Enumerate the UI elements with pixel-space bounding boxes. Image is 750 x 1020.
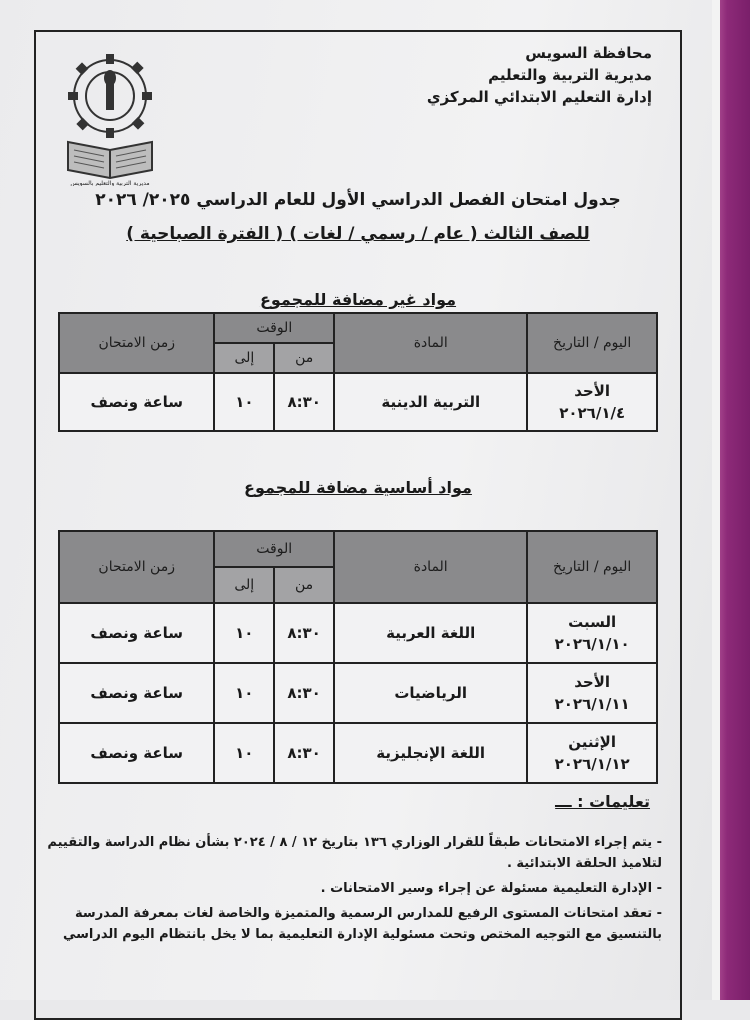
instruction-item: - الإدارة التعليمية مسئولة عن إجراء وسير الامتحانات . xyxy=(320,881,662,896)
duration-cell: ساعة ونصف xyxy=(59,663,214,723)
header-subject: المادة xyxy=(334,313,527,373)
duration-cell: ساعة ونصف xyxy=(59,373,214,431)
table-row xyxy=(59,373,657,431)
header-from: من xyxy=(274,343,334,373)
from-cell: ٨:٣٠ xyxy=(274,373,334,431)
header-to: إلى xyxy=(214,343,274,373)
from-cell: ٨:٣٠ xyxy=(274,723,334,783)
day-name: السبت xyxy=(568,613,617,631)
logo-caption: مديرية التربية والتعليم بالسويس xyxy=(70,180,150,186)
day-date-cell xyxy=(527,603,657,663)
added-subjects-table xyxy=(58,530,658,784)
section1-title: مواد غير مضافة للمجموع xyxy=(259,290,457,309)
day-name: الأحد xyxy=(574,673,611,691)
table-row xyxy=(59,663,657,723)
table-row xyxy=(59,723,657,783)
header-from: من xyxy=(274,567,334,603)
instruction-item: - تعقد امتحانات المستوى الرفيع للمدارس الرسمية والمتميزة والخاصة لغات بمعرفة المدرسة بالتنسيق مع التوجيه المختص وتحت مسئولية الإدارة التعليمية بما لا يخل بانتظام اليوم الدراسي xyxy=(63,906,662,942)
table-row xyxy=(59,603,657,663)
duration-cell: ساعة ونصف xyxy=(59,603,214,663)
day-name: الأحد xyxy=(574,382,611,400)
subject-cell: اللغة الإنجليزية xyxy=(334,723,527,783)
header-subject: المادة xyxy=(334,531,527,603)
header-to: إلى xyxy=(214,567,274,603)
to-cell: ١٠ xyxy=(214,663,274,723)
instructions-title: تعليمات : ـــ xyxy=(555,792,650,811)
exam-date: ٢٠٢٦/١/٤ xyxy=(559,404,626,422)
header-day-date: اليوم / التاريخ xyxy=(527,313,657,373)
issuer-header xyxy=(427,42,652,108)
day-date-cell xyxy=(527,373,657,431)
header-day-date: اليوم / التاريخ xyxy=(527,531,657,603)
section2-title: مواد أساسية مضافة للمجموع xyxy=(244,478,472,497)
directorate-logo xyxy=(60,46,160,186)
from-cell: ٨:٣٠ xyxy=(274,603,334,663)
duration-cell: ساعة ونصف xyxy=(59,723,214,783)
subject-cell: الرياضيات xyxy=(334,663,527,723)
subject-cell: اللغة العربية xyxy=(334,603,527,663)
administration-line: إدارة التعليم الابتدائي المركزي xyxy=(426,88,652,106)
day-date-cell xyxy=(527,723,657,783)
document-frame xyxy=(34,30,682,1020)
instructions-list xyxy=(46,832,662,949)
directorate-line: مديرية التربية والتعليم xyxy=(488,66,652,84)
schedule-subtitle: للصف الثالث ( عام / رسمي / لغات ) ( الفترة الصباحية ) xyxy=(126,224,590,244)
governorate-line: محافظة السويس xyxy=(525,44,652,62)
header-time: الوقت xyxy=(214,313,334,343)
day-date-cell xyxy=(527,663,657,723)
header-duration: زمن الامتحان xyxy=(59,531,214,603)
background-edge xyxy=(712,0,750,1000)
exam-date: ٢٠٢٦/١/١٢ xyxy=(554,755,630,773)
instruction-item: - يتم إجراء الامتحانات طبقاً للقرار الوزاري ١٣٦ بتاريخ ١٢ / ٨ / ٢٠٢٤ بشأن نظام الدراسة والتقييم لتلاميذ الحلقة الابتدائية . xyxy=(47,835,662,871)
to-cell: ١٠ xyxy=(214,373,274,431)
subject-cell: التربية الدينية xyxy=(334,373,527,431)
exam-date: ٢٠٢٦/١/١٠ xyxy=(554,635,630,653)
to-cell: ١٠ xyxy=(214,603,274,663)
from-cell: ٨:٣٠ xyxy=(274,663,334,723)
non-added-subjects-table xyxy=(58,312,658,432)
exam-date: ٢٠٢٦/١/١١ xyxy=(554,695,630,713)
header-time: الوقت xyxy=(214,531,334,567)
day-name: الإثنين xyxy=(568,733,616,751)
header-duration: زمن الامتحان xyxy=(59,313,214,373)
schedule-title: جدول امتحان الفصل الدراسي الأول للعام الدراسي ٢٠٢٥/ ٢٠٢٦ xyxy=(95,190,621,210)
to-cell: ١٠ xyxy=(214,723,274,783)
